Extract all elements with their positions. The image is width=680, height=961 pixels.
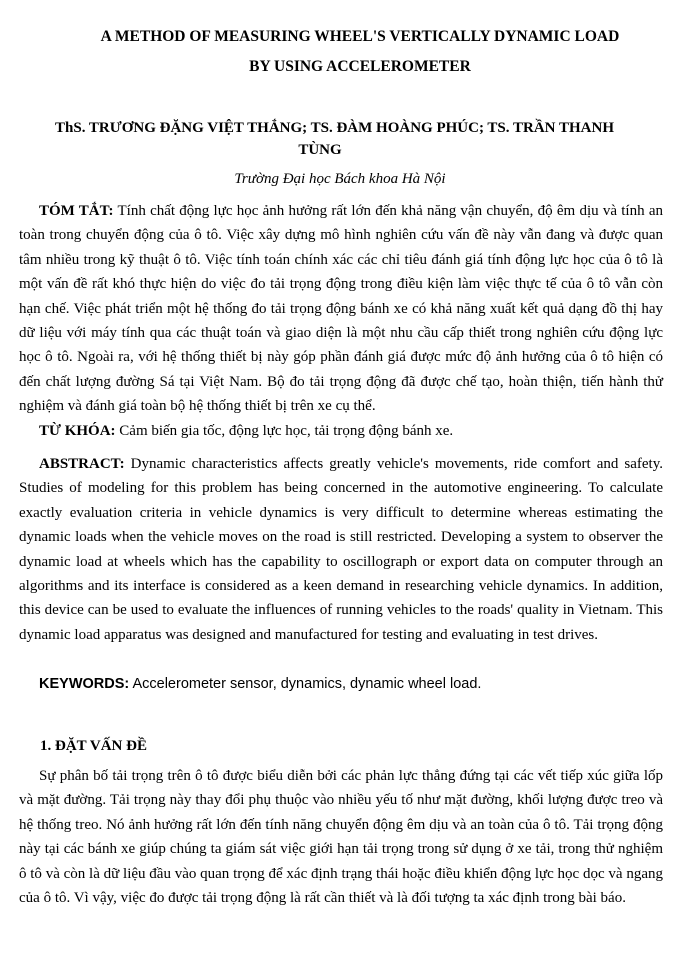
abstract-vi xyxy=(19,199,663,419)
section-1-text: Sự phân bố tải trọng trên ô tô được biểu diễn bởi các phản lực thẳng đứng tại các vết tiếp xúc giữa lốp và mặt đường. Tải trọng này thay đổi phụ thuộc vào nhiều yếu tố như mặt đường, khối lượng được treo và hệ thống treo. Nó ảnh hưởng rất lớn đến tính năng chuyển động êm dịu và an toàn của ô tô. Tải trọng động này tại các bánh xe giúp chúng ta giám sát việc giới hạn tải trọng trong sử dụng ở xe tải, trong thử nghiệm ô tô và còn là dữ liệu đầu vào quan trọng để xác định trạng thái hoặc điều khiển động lực học dọc và ngang của ô tô. Vì vậy, việc đo được tải trọng động là rất cần thiết và là đối tượng ta xác định trong bài báo. xyxy=(19,768,663,907)
keywords-en xyxy=(19,672,663,696)
keywords-vi-text: Cảm biến gia tốc, động lực học, tải trọng động bánh xe. xyxy=(115,423,454,439)
author-list xyxy=(55,117,640,161)
section-1-heading: 1. ĐẶT VẤN ĐỀ xyxy=(40,738,147,754)
abstract-en-label: ABSTRACT: xyxy=(39,456,125,472)
affiliation: Trường Đại học Bách khoa Hà Nội xyxy=(234,171,446,187)
authors-line-1: ThS. TRƯƠNG ĐẶNG VIỆT THẮNG; TS. ĐÀM HOÀNG PHÚC; TS. TRẦN THANH xyxy=(55,120,614,136)
keywords-en-label: KEYWORDS: xyxy=(39,676,130,692)
abstract-vi-text: Tính chất động lực học ảnh hưởng rất lớn đến khả năng vận chuyển, độ êm dịu và tính an toàn trong chuyển động của ô tô. Việc xây dựng mô hình nghiên cứu vấn đề này vẫn đang và được quan tâm nhiều trong kỹ thuật ô tô. Việc tính toán chính xác các chỉ tiêu đánh giá tính động lực học của ô tô là một vấn đề rất khó thực hiện do việc đo tải trọng động trong điều kiện làm việc thực tế của ô tô vẫn còn hạn chế. Việc phát triển một hệ thống đo tải trọng động bánh xe có khả năng xuất kết quả dạng đồ thị hay dữ liệu với máy tính qua các thuật toán và giao diện là một nhu cầu cấp thiết trong nghiên cứu động lực học ô tô. Ngoài ra, với hệ thống thiết bị này góp phần đánh giá được mức độ ảnh hưởng của ô tô hiện có đến chất lượng đường Sá tại Việt Nam. Bộ đo tải trọng động đã được chế tạo, hoàn thiện, tiến hành thử nghiệm và đánh giá toàn bộ hệ thống thiết bị trên xe cụ thể. xyxy=(19,203,663,415)
abstract-en xyxy=(19,452,663,647)
keywords-vi xyxy=(19,419,663,443)
abstract-en-text: Dynamic characteristics affects greatly vehicle's movements, ride comfort and safety. Studies of modeling for this problem has being concerned in the automotive engineering. To calculate exactly evaluation criteria in vehicle dynamics is very difficult to determine whereas estimating the dynamic loads when the vehicle moves on the road is still restricted. Developing a system to observer the dynamic load at wheels which has the capability to oscillograph or export data on computer through an algorithms and its interface is considered as a keen demand in researching vehicle dynamics. In addition, this device can be used to evaluate the influences of running vehicles to the roads' quality in Vietnam. This dynamic load apparatus was designed and manufactured for testing and evaluating in test drives. xyxy=(19,456,663,643)
title-line-1: A METHOD OF MEASURING WHEEL'S VERTICALLY DYNAMIC LOAD xyxy=(100,28,620,45)
abstract-vi-label: TÓM TẮT: xyxy=(39,203,114,219)
paper-title xyxy=(40,22,680,82)
keywords-en-text: Accelerometer sensor, dynamics, dynamic wheel load. xyxy=(129,676,482,692)
keywords-vi-label: TỪ KHÓA: xyxy=(39,423,116,439)
authors-line-2: TÙNG xyxy=(298,142,342,158)
title-line-2: BY USING ACCELEROMETER xyxy=(249,58,471,75)
section-1-paragraph xyxy=(19,764,663,910)
